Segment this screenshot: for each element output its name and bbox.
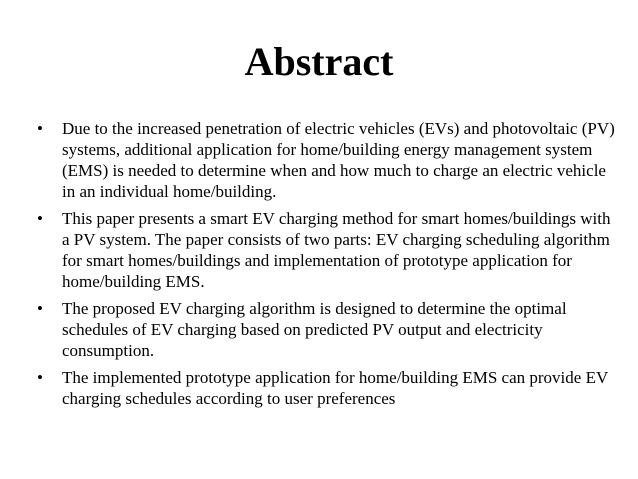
bullet-text: The implemented prototype application for home/building EMS can provide EV charging schedules according to user preferences [62, 368, 608, 408]
bullet-dot-icon: • [37, 299, 43, 318]
bullet-item [37, 208, 617, 292]
bullet-text: The proposed EV charging algorithm is designed to determine the optimal schedules of EV charging based on predicted PV output and electricity consumption. [62, 299, 567, 360]
bullet-dot-icon: • [37, 119, 43, 138]
bullet-text: Due to the increased penetration of electric vehicles (EVs) and photovoltaic (PV) systems, additional application for home/building energy management system (EMS) is needed to determine when and how much to charge an electric vehicle in an individual home/building. [62, 119, 615, 201]
bullet-text: This paper presents a smart EV charging method for smart homes/buildings with a PV system. The paper consists of two parts: EV charging scheduling algorithm for smart homes/buildings and implementation of prototype application for home/building EMS. [62, 209, 611, 291]
bullet-item [37, 118, 617, 202]
bullet-dot-icon: • [37, 209, 43, 228]
bullet-dot-icon: • [37, 368, 43, 387]
bullet-list [37, 118, 617, 415]
bullet-item [37, 298, 617, 361]
slide-title: Abstract [244, 39, 394, 84]
bullet-item [37, 367, 617, 409]
